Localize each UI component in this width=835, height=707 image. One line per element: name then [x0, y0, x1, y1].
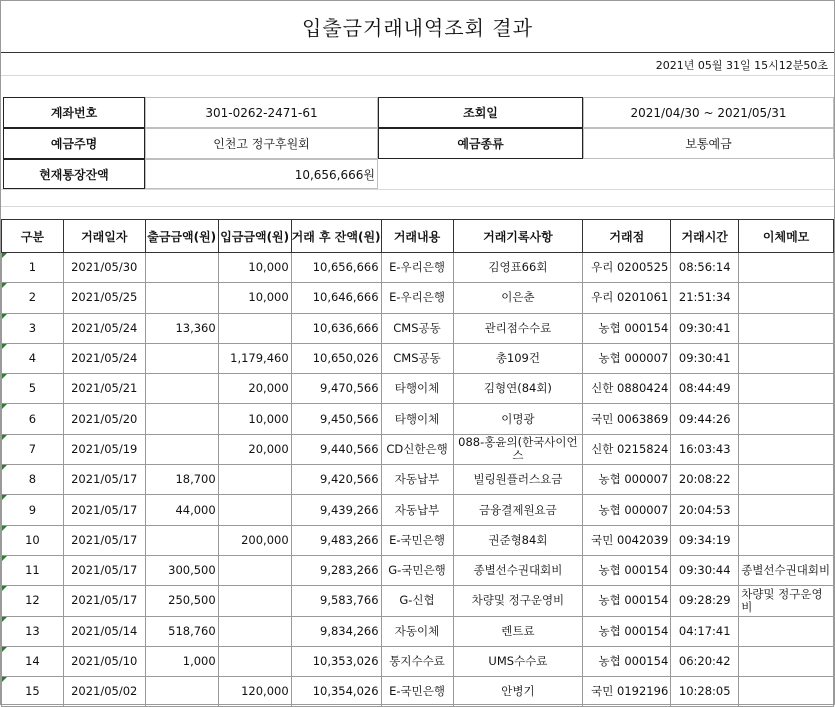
query-period-value: 2021/04/30 ~ 2021/05/31: [583, 97, 834, 128]
row-date: 2021/05/17: [63, 525, 145, 555]
row-date: 2021/05/24: [63, 313, 145, 343]
row-memo: [739, 313, 834, 343]
row-description: 자동납부: [381, 495, 453, 525]
table-row: [2, 434, 834, 464]
row-record: 김형연(84회): [453, 374, 583, 404]
row-record: 종별선수권대회비: [453, 555, 583, 585]
row-no: 9: [2, 495, 64, 525]
row-time: 10:28:05: [671, 677, 739, 707]
row-no: 15: [2, 677, 64, 707]
header-withdrawal: 출금금액(원): [145, 220, 218, 253]
row-memo: [739, 404, 834, 434]
query-period-label: 조회일: [378, 97, 583, 128]
row-record: 관리점수수료: [453, 313, 583, 343]
row-no: 12: [2, 586, 64, 616]
account-owner-label: 예금주명: [3, 128, 145, 159]
row-description: E-국민은행: [381, 677, 453, 707]
table-row: [2, 283, 834, 313]
row-memo: [739, 677, 834, 707]
account-owner-value: 인천고 정구후원회: [145, 128, 378, 159]
row-deposit: [218, 646, 291, 676]
header-branch: 거래점: [583, 220, 671, 253]
row-branch: 농협 000154: [583, 646, 671, 676]
row-memo: 차량및 정구운영비: [739, 586, 834, 616]
row-withdrawal: 300,500: [145, 555, 218, 585]
row-no: 14: [2, 646, 64, 676]
row-no: 7: [2, 434, 64, 464]
row-time: 09:30:41: [671, 343, 739, 373]
transaction-table: [1, 219, 834, 707]
row-branch: 국민 0063869: [583, 404, 671, 434]
row-record: UMS수수료: [453, 646, 583, 676]
query-timestamp: 2021년 05월 31일 15시12분50초: [655, 59, 828, 72]
header-description: 거래내용: [381, 220, 453, 253]
row-description: CD신한은행: [381, 434, 453, 464]
row-record: 안병기: [453, 677, 583, 707]
row-time: 09:34:19: [671, 525, 739, 555]
row-date: 2021/05/25: [63, 283, 145, 313]
row-withdrawal: 18,700: [145, 465, 218, 495]
row-balance: 10,636,666: [291, 313, 381, 343]
row-branch: 농협 000154: [583, 555, 671, 585]
row-description: 통지수수료: [381, 646, 453, 676]
row-memo: [739, 283, 834, 313]
row-memo: [739, 434, 834, 464]
deposit-type-value: 보통예금: [583, 128, 834, 159]
row-deposit: 200,000: [218, 525, 291, 555]
row-balance: 10,650,026: [291, 343, 381, 373]
current-balance-value: 10,656,666원: [145, 159, 378, 189]
row-record: 이명광: [453, 404, 583, 434]
row-date: 2021/05/14: [63, 616, 145, 646]
row-no: 3: [2, 313, 64, 343]
row-description: CMS공동: [381, 343, 453, 373]
row-no: 6: [2, 404, 64, 434]
table-row: [2, 374, 834, 404]
row-withdrawal: 44,000: [145, 495, 218, 525]
row-withdrawal: [145, 525, 218, 555]
header-deposit: 입금금액(원): [218, 220, 291, 253]
row-description: G-신협: [381, 586, 453, 616]
row-divider: [1, 75, 834, 76]
table-row: [2, 313, 834, 343]
row-date: 2021/05/20: [63, 404, 145, 434]
row-description: 자동납부: [381, 465, 453, 495]
row-withdrawal: 250,500: [145, 586, 218, 616]
row-withdrawal: 1,000: [145, 646, 218, 676]
row-record: 총109건: [453, 343, 583, 373]
row-branch: 우리 0200525: [583, 253, 671, 283]
row-balance: 10,353,026: [291, 646, 381, 676]
row-balance: 9,470,566: [291, 374, 381, 404]
row-date: 2021/05/10: [63, 646, 145, 676]
table-header-row: [2, 220, 834, 253]
header-no: 구분: [2, 220, 64, 253]
row-date: 2021/05/30: [63, 253, 145, 283]
row-record: 김영표66회: [453, 253, 583, 283]
row-no: 4: [2, 343, 64, 373]
row-memo: [739, 525, 834, 555]
row-time: 09:44:26: [671, 404, 739, 434]
row-description: E-우리은행: [381, 283, 453, 313]
row-no: 13: [2, 616, 64, 646]
table-row: [2, 555, 834, 585]
row-withdrawal: [145, 343, 218, 373]
row-balance: 9,420,566: [291, 465, 381, 495]
row-balance: 9,439,266: [291, 495, 381, 525]
row-deposit: [218, 586, 291, 616]
row-memo: [739, 616, 834, 646]
table-row: [2, 465, 834, 495]
row-withdrawal: [145, 253, 218, 283]
table-row: [2, 495, 834, 525]
row-deposit: [218, 555, 291, 585]
row-balance: 9,483,266: [291, 525, 381, 555]
header-record: 거래기록사항: [453, 220, 583, 253]
row-description: 타행이체: [381, 404, 453, 434]
table-row: [2, 677, 834, 707]
row-memo: [739, 495, 834, 525]
row-time: 08:44:49: [671, 374, 739, 404]
table-row: [2, 525, 834, 555]
account-number-label: 계좌번호: [3, 97, 145, 128]
row-no: 11: [2, 555, 64, 585]
row-withdrawal: [145, 677, 218, 707]
row-time: 09:30:44: [671, 555, 739, 585]
row-balance: 9,440,566: [291, 434, 381, 464]
row-date: 2021/05/17: [63, 465, 145, 495]
row-memo: [739, 343, 834, 373]
row-deposit: 10,000: [218, 404, 291, 434]
row-record: 이은춘: [453, 283, 583, 313]
row-balance: 9,283,266: [291, 555, 381, 585]
row-branch: 우리 0201061: [583, 283, 671, 313]
row-branch: 농협 000154: [583, 586, 671, 616]
row-no: 2: [2, 283, 64, 313]
row-deposit: 20,000: [218, 374, 291, 404]
row-date: 2021/05/17: [63, 555, 145, 585]
row-memo: [739, 465, 834, 495]
row-no: 1: [2, 253, 64, 283]
header-date: 거래일자: [63, 220, 145, 253]
row-divider: [1, 206, 834, 207]
row-memo: [739, 253, 834, 283]
account-number-value: 301-0262-2471-61: [145, 97, 378, 128]
row-time: 08:56:14: [671, 253, 739, 283]
row-branch: 농협 000154: [583, 313, 671, 343]
header-memo: 이체메모: [739, 220, 834, 253]
row-date: 2021/05/24: [63, 343, 145, 373]
row-time: 20:04:53: [671, 495, 739, 525]
row-deposit: 10,000: [218, 253, 291, 283]
row-balance: 10,354,026: [291, 677, 381, 707]
row-record: 088-홍윤의(한국사이언스: [453, 434, 583, 464]
table-row: [2, 616, 834, 646]
row-record: 차량및 정구운영비: [453, 586, 583, 616]
row-date: 2021/05/19: [63, 434, 145, 464]
row-deposit: [218, 465, 291, 495]
row-description: 자동이체: [381, 616, 453, 646]
row-date: 2021/05/17: [63, 495, 145, 525]
row-balance: 10,646,666: [291, 283, 381, 313]
row-description: E-우리은행: [381, 253, 453, 283]
table-row: [2, 253, 834, 283]
deposit-type-label: 예금종류: [378, 128, 583, 159]
row-no: 5: [2, 374, 64, 404]
table-row: [2, 404, 834, 434]
row-withdrawal: 13,360: [145, 313, 218, 343]
row-deposit: 20,000: [218, 434, 291, 464]
row-deposit: 1,179,460: [218, 343, 291, 373]
row-withdrawal: [145, 374, 218, 404]
row-branch: 국민 0042039: [583, 525, 671, 555]
row-withdrawal: [145, 283, 218, 313]
row-branch: 농협 000007: [583, 465, 671, 495]
row-record: 빌링원플러스요금: [453, 465, 583, 495]
row-branch: 농협 000007: [583, 343, 671, 373]
row-branch: 신한 0215824: [583, 434, 671, 464]
header-time: 거래시간: [671, 220, 739, 253]
row-branch: 국민 0192196: [583, 677, 671, 707]
row-divider: [1, 189, 834, 190]
row-balance: 9,583,766: [291, 586, 381, 616]
row-branch: 신한 0880424: [583, 374, 671, 404]
row-description: G-국민은행: [381, 555, 453, 585]
row-withdrawal: [145, 404, 218, 434]
row-withdrawal: [145, 434, 218, 464]
row-no: 10: [2, 525, 64, 555]
row-description: E-국민은행: [381, 525, 453, 555]
row-memo: 종별선수권대회비: [739, 555, 834, 585]
header-balance: 거래 후 잔액(원): [291, 220, 381, 253]
row-date: 2021/05/02: [63, 677, 145, 707]
row-balance: 10,656,666: [291, 253, 381, 283]
row-memo: [739, 646, 834, 676]
row-description: 타행이체: [381, 374, 453, 404]
row-branch: 농협 000154: [583, 616, 671, 646]
row-time: 20:08:22: [671, 465, 739, 495]
row-time: 21:51:34: [671, 283, 739, 313]
current-balance-label: 현재통장잔액: [3, 159, 145, 189]
table-row: [2, 646, 834, 676]
row-withdrawal: 518,760: [145, 616, 218, 646]
row-date: 2021/05/17: [63, 586, 145, 616]
row-description: CMS공동: [381, 313, 453, 343]
row-record: 금융결제원요금: [453, 495, 583, 525]
row-date: 2021/05/21: [63, 374, 145, 404]
row-deposit: 10,000: [218, 283, 291, 313]
table-row: [2, 586, 834, 616]
row-deposit: [218, 313, 291, 343]
page-title: 입출금거래내역조회 결과: [1, 1, 834, 53]
row-memo: [739, 374, 834, 404]
row-balance: 9,450,566: [291, 404, 381, 434]
table-row: [2, 343, 834, 373]
row-time: 09:30:41: [671, 313, 739, 343]
row-record: 렌트료: [453, 616, 583, 646]
row-deposit: [218, 616, 291, 646]
row-balance: 9,834,266: [291, 616, 381, 646]
row-time: 09:28:29: [671, 586, 739, 616]
row-no: 8: [2, 465, 64, 495]
row-branch: 농협 000007: [583, 495, 671, 525]
row-time: 06:20:42: [671, 646, 739, 676]
row-deposit: [218, 495, 291, 525]
row-record: 권준형84회: [453, 525, 583, 555]
row-time: 04:17:41: [671, 616, 739, 646]
row-time: 16:03:43: [671, 434, 739, 464]
row-deposit: 120,000: [218, 677, 291, 707]
